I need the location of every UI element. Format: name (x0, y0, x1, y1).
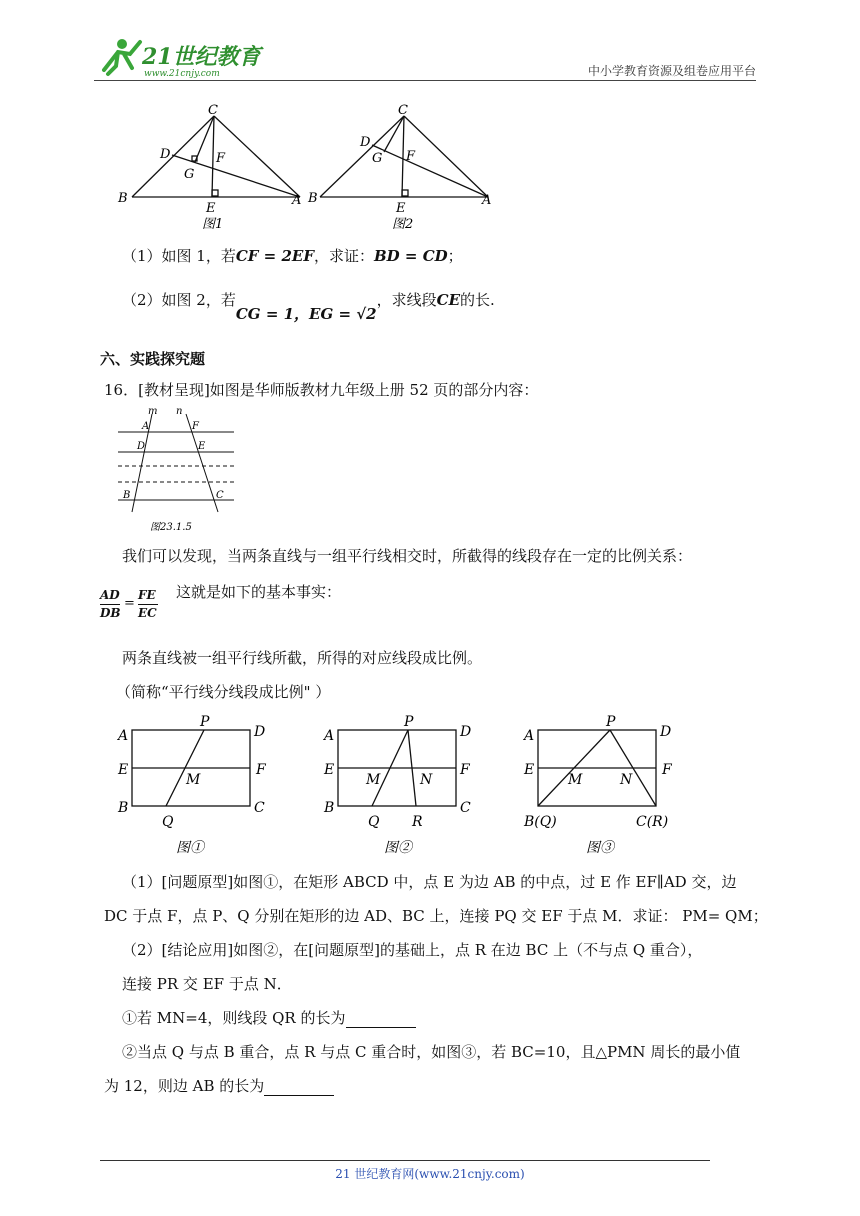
svg-text:P: P (606, 714, 616, 730)
svg-text:C(R): C(R) (636, 814, 669, 830)
svg-text:F: F (256, 762, 266, 778)
textbook-figure (112, 402, 242, 534)
svg-text:D: D (254, 724, 266, 740)
svg-text:M: M (568, 772, 583, 788)
q16-s2-line1: （2）[结论应用]如图②，在[问题原型]的基础上，点 R 在边 BC 上（不与点 Q 重合）， (122, 941, 703, 959)
rect-figure-3 (538, 730, 656, 806)
tb-label-B: B (123, 490, 131, 501)
fraction-equation: AD DB = FE EC (100, 588, 157, 620)
q16-s1-line2: DC 于点 F，点 P、Q 分别在矩形的边 AD、BC 上，连接 PQ 交 EF 于点 M．求证： PM= QM； (104, 907, 768, 925)
footer-divider (100, 1160, 710, 1161)
fig1-label-A: A (292, 193, 302, 208)
tb-label-C: C (216, 490, 224, 501)
svg-text:N: N (620, 772, 633, 788)
svg-text:图②: 图② (384, 840, 412, 856)
rect-figure-2 (338, 730, 456, 806)
svg-text:B: B (118, 800, 129, 816)
svg-text:E: E (524, 762, 535, 778)
header-divider (94, 80, 756, 81)
tb-caption: 图23.1.5 (150, 522, 192, 533)
svg-text:P: P (404, 714, 414, 730)
svg-text:D: D (460, 724, 472, 740)
fig1-label-D: D (160, 147, 171, 162)
svg-text:C: C (460, 800, 471, 816)
q16-s2-q2-line2: 为 12，则边 AB 的长为 (104, 1076, 334, 1096)
q16-intro: 16．[教材呈现]如图是华师版教材九年级上册 52 页的部分内容： (104, 381, 539, 399)
svg-text:M: M (186, 772, 201, 788)
q16-s2-q2-line1: ②当点 Q 与点 B 重合，点 R 与点 C 重合时，如图③，若 BC=10，且△PMN 周长的最小值 (122, 1043, 741, 1061)
fig2-label-C: C (398, 103, 408, 118)
svg-text:Q: Q (368, 814, 380, 830)
fig2-label-G: G (372, 151, 383, 166)
answer-blank-2[interactable] (264, 1079, 334, 1096)
fig2-label-F: F (406, 149, 416, 164)
svg-text:E: E (324, 762, 335, 778)
q15-math-cg: CG = 1，EG = √2 (235, 305, 377, 323)
fig1-caption: 图1 (202, 217, 224, 230)
fig1-label-F: F (216, 151, 226, 166)
answer-blank-1[interactable] (346, 1011, 416, 1028)
svg-text:C: C (254, 800, 265, 816)
rect-figure-1 (132, 730, 250, 806)
svg-text:B(Q): B(Q) (524, 814, 557, 830)
fig2-label-B: B (308, 191, 318, 206)
q15-part2: （2）如图 2，若CG = 1，EG = √2，求线段CE的长. (122, 291, 495, 323)
svg-text:N: N (420, 772, 433, 788)
q16-abbr: （简称“平行线分线段成比例" ） (116, 683, 331, 701)
svg-text:R: R (412, 814, 423, 830)
svg-text:A: A (524, 728, 535, 744)
fig2-label-D: D (360, 135, 371, 150)
logo-url: www.21cnjy.com (144, 69, 220, 79)
q16-s1-line1: （1）[问题原型]如图①，在矩形 ABCD 中，点 E 为边 AB 的中点，过 E 作 EF∥AD 交，边 (122, 873, 737, 891)
logo-text: 21世纪教育 (142, 44, 261, 70)
tb-label-n: n (176, 406, 183, 417)
section-title: 六、实践探究题 (100, 350, 206, 368)
svg-text:D: D (660, 724, 672, 740)
fig1-label-B: B (118, 191, 128, 206)
tb-label-A: A (142, 421, 150, 432)
tb-label-E: E (198, 441, 206, 452)
fig1-label-G: G (184, 167, 195, 182)
svg-text:A: A (324, 728, 335, 744)
svg-text:M: M (366, 772, 381, 788)
q15-math-ce: CE (436, 291, 460, 309)
svg-text:F: F (460, 762, 470, 778)
tb-label-F: F (192, 421, 199, 432)
svg-text:A: A (118, 728, 129, 744)
fig1-label-C: C (208, 103, 218, 118)
svg-text:F: F (662, 762, 672, 778)
q15-math-bd: BD = CD (374, 247, 448, 265)
svg-text:E: E (118, 762, 129, 778)
svg-text:P: P (200, 714, 210, 730)
logo-runner-head-icon (117, 39, 127, 49)
site-logo (94, 30, 264, 80)
fig2-caption: 图2 (392, 217, 414, 230)
tb-label-D: D (137, 441, 146, 452)
svg-text:B: B (324, 800, 335, 816)
q16-s2-q1: ①若 MN=4，则线段 QR 的长为 (122, 1008, 416, 1028)
svg-text:图③: 图③ (586, 840, 614, 856)
q16-line1: 我们可以发现，当两条直线与一组平行线相交时，所截得的线段存在一定的比例关系： (122, 547, 693, 565)
header-slogan: 中小学教育资源及组卷应用平台 (587, 64, 756, 78)
svg-text:图①: 图① (176, 840, 204, 856)
fig1-label-E: E (206, 201, 216, 216)
fig2-label-A: A (482, 193, 492, 208)
rect-figures (110, 710, 690, 860)
q15-math-cf: CF = 2EF (235, 247, 314, 265)
figure-1-2 (110, 100, 510, 230)
tb-label-m: m (148, 406, 158, 417)
q16-s2-line2: 连接 PR 交 EF 于点 N． (122, 975, 292, 993)
svg-text:Q: Q (162, 814, 174, 830)
q16-fact: 两条直线被一组平行线所截，所得的对应线段成比例。 (122, 649, 483, 667)
figure-2 (320, 116, 488, 197)
q15-part1: （1）如图 1，若CF = 2EF，求证：BD = CD； (122, 247, 463, 265)
fig2-label-E: E (396, 201, 406, 216)
q16-frac-tail: 这就是如下的基本事实： (176, 583, 342, 601)
footer-text: 21 世纪教育网(www.21cnjy.com) (335, 1167, 525, 1181)
